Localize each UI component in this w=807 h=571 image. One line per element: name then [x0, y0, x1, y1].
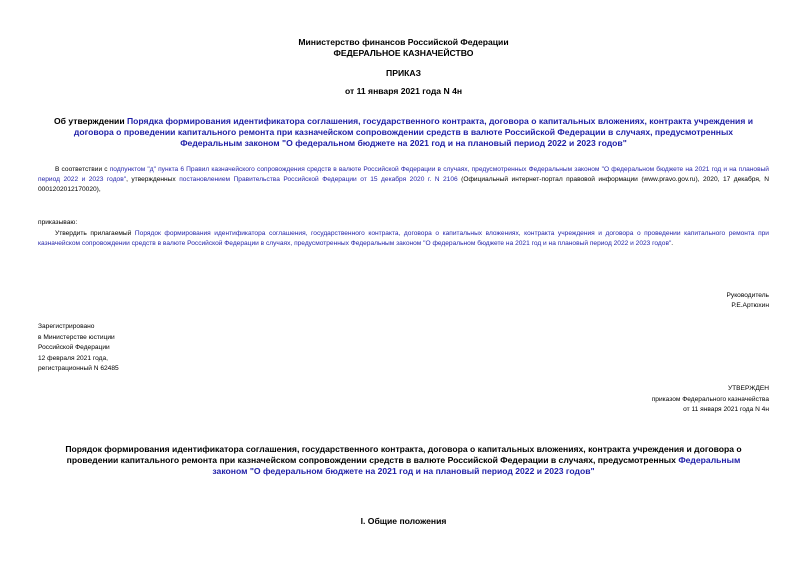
approve-end: . [671, 239, 674, 247]
federal-law-link[interactable]: Федеральным законом "О федеральном бюджете на 2021 год и на плановый период 2022 и 2023 годов" [212, 455, 741, 476]
order-title-text: Порядок формирования идентификатора соглашения, государственного контракта, договора о капитальных вложениях, контракта учреждения и договора о проведении капитального ремонта при казначейском сопровождении средств в валюте Российской Федерации в случаях, предусмотренных [65, 444, 742, 465]
agency-name: ФЕДЕРАЛЬНОЕ КАЗНАЧЕЙСТВО [333, 48, 474, 58]
title-order-link[interactable]: Порядка формирования идентификатора соглашения, государственного контракта, договора о капитальных вложениях, контракта учреждения и договора о проведении капитального ремонта при казначейском сопровождении средств в валюте Российской Федерации в случаях, предусмотренных Федеральным законом "О федеральном бюджете на 2021 год и на плановый период 2022 и 2023 годов" [73, 116, 754, 148]
registration-line: регистрационный N 62485 [38, 365, 119, 372]
registration-line: Зарегистрировано [38, 323, 95, 330]
registration-line: 12 февраля 2021 года, [38, 354, 108, 362]
section-title: I. Общие положения [360, 516, 447, 526]
document-title [50, 116, 757, 149]
approve-start: Утвердить прилагаемый [55, 230, 135, 237]
preamble-end: (Официальный интернет-портал правовой информации (www.pravo.gov.ru), 2020, 17 декабря, N 0001202012170020), [38, 175, 769, 193]
title-prefix: Об утверждении [53, 116, 127, 126]
approved-line: УТВЕРЖДЕН [727, 385, 769, 392]
preamble-paragraph [38, 165, 769, 194]
resolution-link[interactable]: постановлением Правительства Российской Федерации от 15 декабря 2020 г. N 2106 [179, 175, 458, 183]
order-title [48, 444, 759, 477]
document-date-number: от 11 января 2021 года N 4н [344, 86, 463, 96]
registration-line: Российской Федерации [38, 344, 110, 351]
orders-text: приказываю: [38, 219, 78, 226]
approved-line: приказом Федерального казначейства [651, 395, 769, 403]
document-type: ПРИКАЗ [386, 68, 421, 78]
signature-name: Р.Е.Артюхин [731, 302, 769, 309]
registration-block [38, 322, 119, 375]
preamble-start: В соответствии с [55, 166, 110, 173]
order-procedure-link[interactable]: Порядок формирования идентификатора соглашения, государственного контракта, договора о капитальных вложениях, контракта учреждения и договора о проведении капитального ремонта при казначейском сопровождении средств в валюте Российской Федерации в случаях, предусмотренных Федеральным законом "О федеральном бюджете на 2021 год и на плановый период 2022 и 2023 годов" [38, 230, 769, 247]
approved-block [652, 384, 769, 416]
signature-role: Руководитель [726, 292, 769, 299]
approved-line: от 11 января 2021 года N 4н [683, 406, 769, 413]
registration-line: в Министерстве юстиции [38, 333, 115, 341]
approve-paragraph [38, 229, 769, 249]
ministry-name: Министерство финансов Российской Федерации [298, 37, 509, 47]
rules-link[interactable]: подпунктом "д" пункта 6 Правил казначейского сопровождения средств в валюте Российской Федерации в случаях, предусмотренных Федеральным законом "О федеральном бюджете на 2021 год и на плановый период 2022 и 2023 годов" [38, 166, 769, 183]
preamble-mid: , утвержденных [126, 175, 180, 183]
